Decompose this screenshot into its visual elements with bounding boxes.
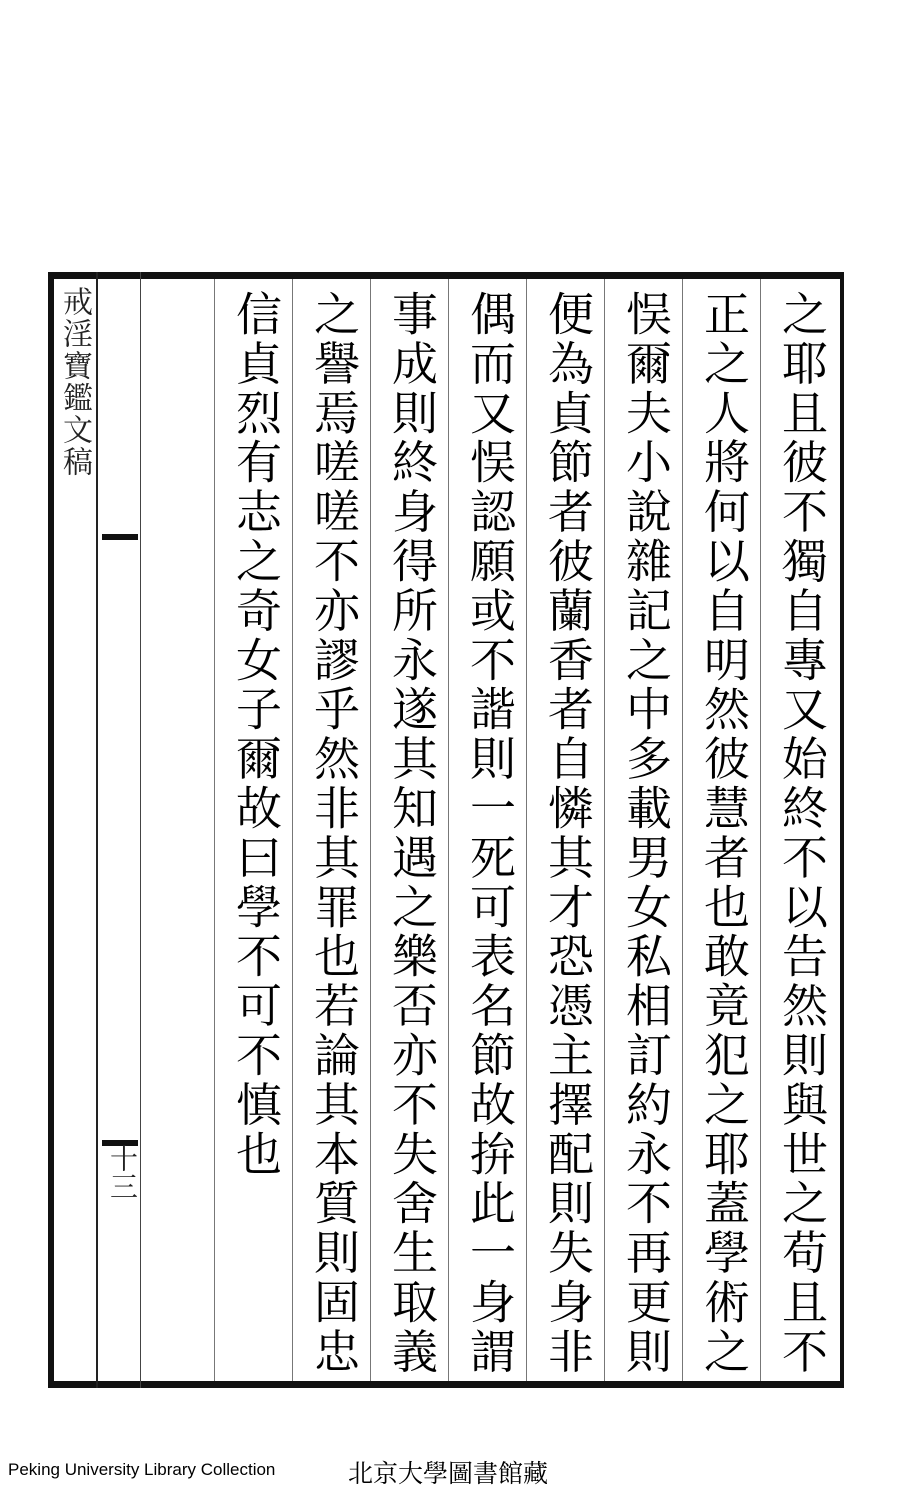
column-rule [526,279,527,1381]
text-column-7: 之譽焉嗟嗟不亦謬乎然非其罪也若論其本質則固忠 [307,290,361,1377]
column-rule [760,279,761,1381]
frame-right-border [840,272,844,1388]
page-frame [48,272,844,1388]
collection-label-en: Peking University Library Collection [8,1460,276,1479]
column-rule [292,279,293,1381]
text-column-3: 悮爾夫小說雜記之中多載男女私相訂約永不再更則 [619,290,673,1377]
collection-label-cn: 北京大學圖書館藏 [348,1459,549,1488]
frame-bottom-border [48,1381,844,1388]
collection-footer [8,1454,888,1490]
banxin-title: 戒淫寶鑑文稿 [57,286,92,478]
text-column-1: 之耶且彼不獨自專又始終不以告然則與世之苟且不 [775,290,829,1377]
text-column-4: 便為貞節者彼蘭香者自憐其才恐憑主擇配則失身非 [541,290,595,1377]
column-rule [370,279,371,1381]
banxin-inner-rule [140,272,141,1388]
leaf-number: 十三 [106,1144,139,1200]
column-rule [604,279,605,1381]
text-column-2: 正之人將何以自明然彼慧者也敢竟犯之耶蓋學術之 [697,290,751,1377]
text-column-8: 信貞烈有志之奇女子爾故曰學不可不慎也 [229,290,283,1180]
column-rule [448,279,449,1381]
frame-top-border [48,272,844,279]
fish-tail-top-mark [102,534,138,558]
column-rule [682,279,683,1381]
fish-tail-bottom-mark [102,1122,138,1146]
text-column-6: 事成則終身得所永遂其知遇之樂否亦不失舍生取義 [385,290,439,1377]
text-column-5: 偶而又悮認願或不諧則一死可表名節故拚此一身謂 [463,290,517,1377]
column-rule [214,279,215,1381]
banxin-rule [96,272,98,1388]
